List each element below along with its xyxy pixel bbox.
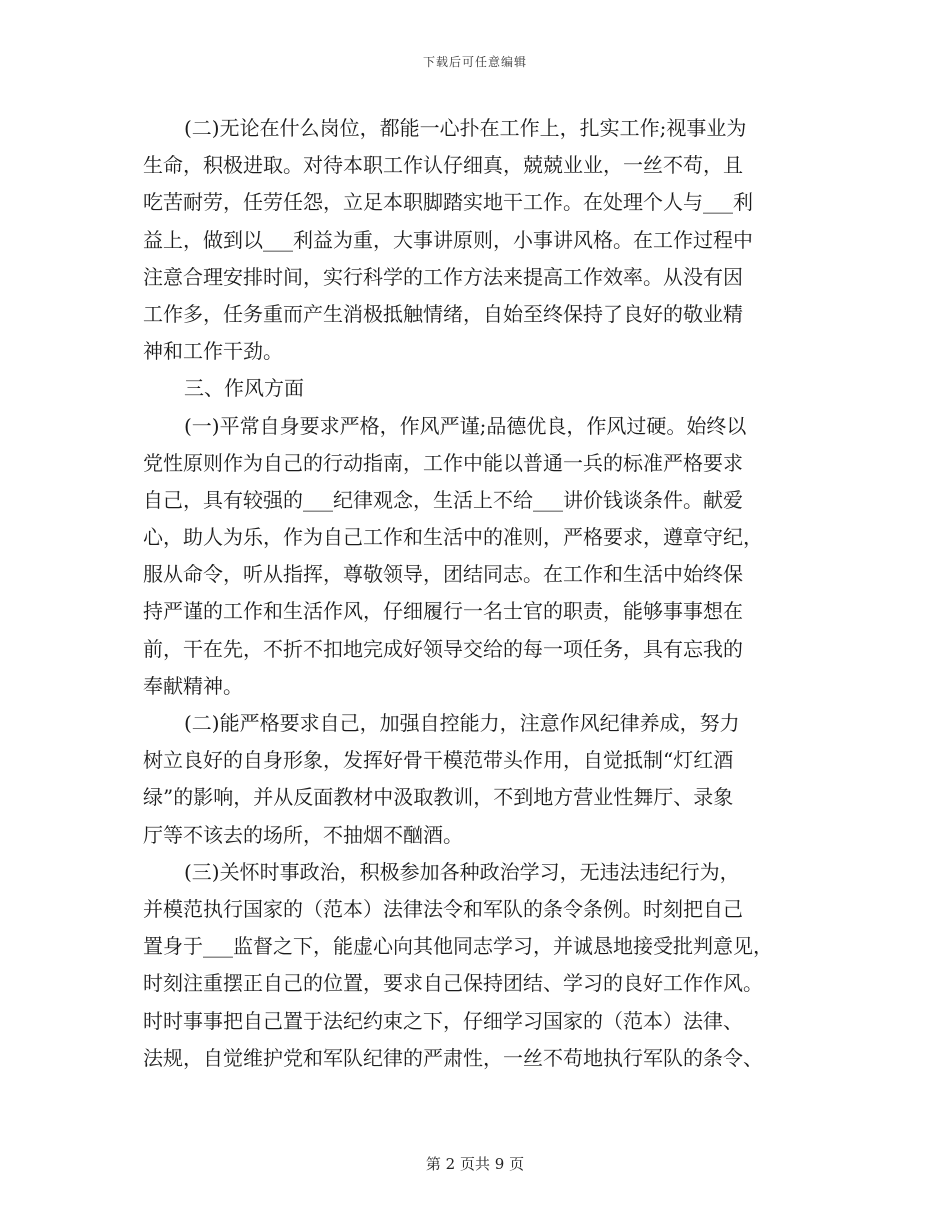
paragraph <box>143 854 813 1077</box>
text-line: 益上，做到以___利益为重，大事讲原则，小事讲风格。在工作过程中 <box>143 227 753 252</box>
text-line: 奉献精神。 <box>143 673 243 698</box>
text-line: 神和工作干劲。 <box>143 339 283 364</box>
section-heading <box>143 370 813 407</box>
text-line: (二)能严格要求自己，加强自控能力，注意作风纪律养成，努力 <box>184 711 740 735</box>
text-line: 持严谨的工作和生活作风，仔细履行一名士官的职责，能够事事想在 <box>143 599 743 624</box>
text-line: 心，助人为乐，作为自己工作和生活中的准则，严格要求，遵章守纪， <box>143 525 763 550</box>
text-line: 三、作风方面 <box>184 376 304 401</box>
text-line: 时刻注重摆正自己的位置，要求自己保持团结、学习的良好工作作风。 <box>143 971 763 996</box>
text-line: 生命，积极进取。对待本职工作认仔细真，兢兢业业，一丝不苟，且 <box>143 153 743 178</box>
text-line: 注意合理安排时间，实行科学的工作方法来提高工作效率。从没有因 <box>143 264 743 289</box>
page-number-footer: 第 2 页共 9 页 <box>425 1155 525 1173</box>
text-line: (三)关怀时事政治，积极参加各种政治学习，无违法违纪行为， <box>184 859 740 884</box>
text-line: 置身于___监督之下，能虚心向其他同志学习，并诚恳地接受批判意见， <box>143 934 773 959</box>
text-line: 自己，具有较强的___纪律观念，生活上不给___讲价钱谈条件。献爱 <box>143 487 743 512</box>
paragraph <box>143 408 813 706</box>
paragraph <box>143 110 813 370</box>
paragraph <box>143 705 813 854</box>
text-line: 工作多，任务重而产生消极抵触情绪，自始至终保持了良好的敬业精 <box>143 301 743 326</box>
text-line: 法规，自觉维护党和军队纪律的严肃性，一丝不苟地执行军队的条令、 <box>143 1045 763 1070</box>
text-line: 党性原则作为自己的行动指南，工作中能以普通一兵的标准严格要求 <box>143 450 743 475</box>
text-line: 时时事事把自己置于法纪约束之下，仔细学习国家的（范本）法律、 <box>143 1008 743 1033</box>
text-line: 服从命令，听从指挥，尊敬领导，团结同志。在工作和生活中始终保 <box>143 562 743 587</box>
text-line: (二)无论在什么岗位，都能一心扑在工作上，扎实工作;视事业为 <box>184 116 747 140</box>
text-line: 前，干在先，不折不扣地完成好领导交给的每一项任务，具有忘我的 <box>143 636 743 661</box>
document-body <box>143 110 813 1077</box>
text-line: 并模范执行国家的（范本）法律法令和军队的条令条例。时刻把自己 <box>143 896 743 921</box>
text-line: 绿”的影响，并从反面教材中汲取教训，不到地方营业性舞厅、录象 <box>143 785 734 810</box>
page-header: 下载后可任意编辑 <box>422 55 527 69</box>
text-line: (一)平常自身要求严格，作风严谨;品德优良，作风过硬。始终以 <box>184 413 747 438</box>
text-line: 厅等不该去的场所，不抽烟不酗酒。 <box>143 822 463 847</box>
text-line: 吃苦耐劳，任劳任怨，立足本职脚踏实地干工作。在处理个人与___利 <box>143 190 753 215</box>
text-line: 树立良好的自身形象，发挥好骨干模范带头作用，自觉抵制“灯红酒 <box>143 748 734 773</box>
